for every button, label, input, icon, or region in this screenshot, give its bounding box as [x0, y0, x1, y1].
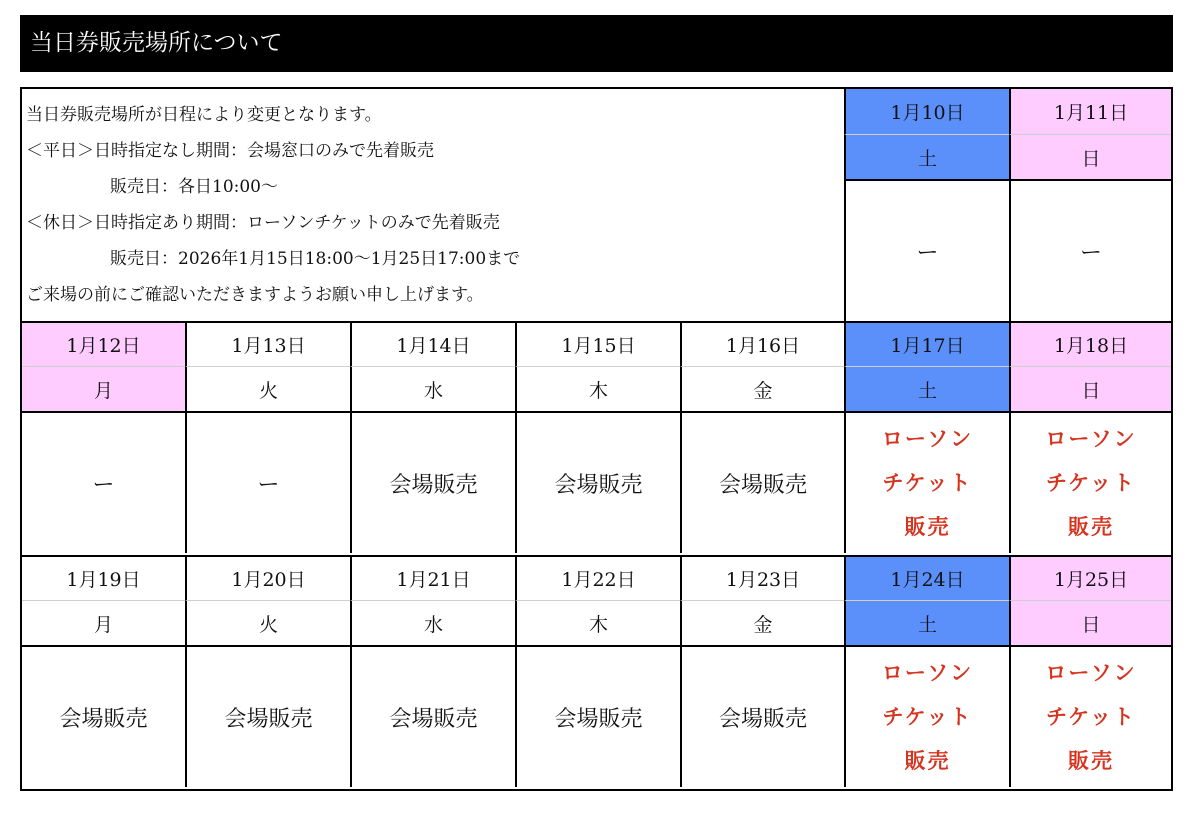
sale-cell: 会場販売 [680, 645, 844, 787]
sale-cell: ー [1009, 179, 1171, 321]
lawson-line: ローソン [881, 426, 974, 451]
sale-cell: 会場販売 [680, 411, 844, 553]
notice-line: 販売日：2026年1月15日18:00〜1月25日17:00まで [110, 249, 521, 269]
lawson-line: 販売 [1068, 514, 1114, 539]
date-cell: 1月20日 [185, 555, 350, 600]
date-cell: 1月25日 [1009, 555, 1171, 600]
date-cell: 1月17日 [844, 321, 1009, 366]
weekday-cell: 土 [844, 600, 1009, 645]
date-cell: 1月10日 [844, 89, 1009, 134]
weekday-cell: 木 [515, 600, 680, 645]
date-cell: 1月19日 [22, 555, 185, 600]
weekday-cell: 月 [22, 600, 185, 645]
notice-line: ＜平日＞日時指定なし期間：会場窓口のみで先着販売 [26, 141, 434, 161]
lawson-line: 販売 [904, 748, 951, 773]
lawson-line: ローソン [1045, 426, 1137, 451]
weekday-cell: 水 [350, 366, 515, 411]
lawson-line: チケット [1045, 704, 1137, 729]
sale-cell [1009, 411, 1171, 553]
sale-cell [844, 411, 1009, 553]
sale-cell: 会場販売 [185, 645, 350, 787]
notice-line: ご来場の前にご確認いただきますようお願い申し上げます。 [26, 285, 484, 305]
weekday-cell: 金 [680, 366, 844, 411]
weekday-cell: 土 [844, 366, 1009, 411]
sale-cell: 会場販売 [22, 645, 185, 787]
sale-cell: ー [185, 411, 350, 553]
date-cell: 1月12日 [22, 321, 185, 366]
date-cell: 1月13日 [185, 321, 350, 366]
sale-cell [1009, 645, 1171, 787]
notice-line: 販売日：各日10:00〜 [110, 177, 278, 197]
lawson-line: 販売 [1068, 748, 1114, 773]
weekday-cell: 火 [185, 600, 350, 645]
page-title: 当日券販売場所について [20, 15, 1173, 72]
date-cell: 1月15日 [515, 321, 680, 366]
sale-cell [844, 645, 1009, 787]
sale-cell: ー [844, 179, 1009, 321]
sale-cell: 会場販売 [515, 411, 680, 553]
weekday-cell: 日 [1009, 600, 1171, 645]
notice-line: ＜休日＞日時指定あり期間：ローソンチケットのみで先着販売 [26, 213, 500, 233]
date-cell: 1月22日 [515, 555, 680, 600]
date-cell: 1月23日 [680, 555, 844, 600]
lawson-line: チケット [1045, 470, 1137, 495]
schedule-table [20, 87, 1173, 791]
sale-cell: 会場販売 [515, 645, 680, 787]
date-cell: 1月24日 [844, 555, 1009, 600]
date-cell: 1月14日 [350, 321, 515, 366]
lawson-line: チケット [882, 704, 973, 729]
weekday-cell: 土 [844, 134, 1009, 179]
notice-line: 当日券販売場所が日程により変更となります。 [26, 105, 382, 125]
date-cell: 1月16日 [680, 321, 844, 366]
weekday-cell: 木 [515, 366, 680, 411]
date-cell: 1月18日 [1009, 321, 1171, 366]
weekday-cell: 水 [350, 600, 515, 645]
weekday-cell: 日 [1009, 134, 1171, 179]
weekday-cell: 火 [185, 366, 350, 411]
date-cell: 1月11日 [1009, 89, 1171, 134]
lawson-line: 販売 [904, 514, 951, 539]
lawson-line: ローソン [1045, 660, 1137, 685]
date-cell: 1月21日 [350, 555, 515, 600]
weekday-cell: 月 [22, 366, 185, 411]
sale-cell: ー [22, 411, 185, 553]
sale-cell: 会場販売 [350, 411, 515, 553]
notice-text [22, 89, 844, 321]
lawson-line: チケット [882, 470, 973, 495]
weekday-cell: 金 [680, 600, 844, 645]
weekday-cell: 日 [1009, 366, 1171, 411]
lawson-line: ローソン [881, 660, 974, 685]
sale-cell: 会場販売 [350, 645, 515, 787]
